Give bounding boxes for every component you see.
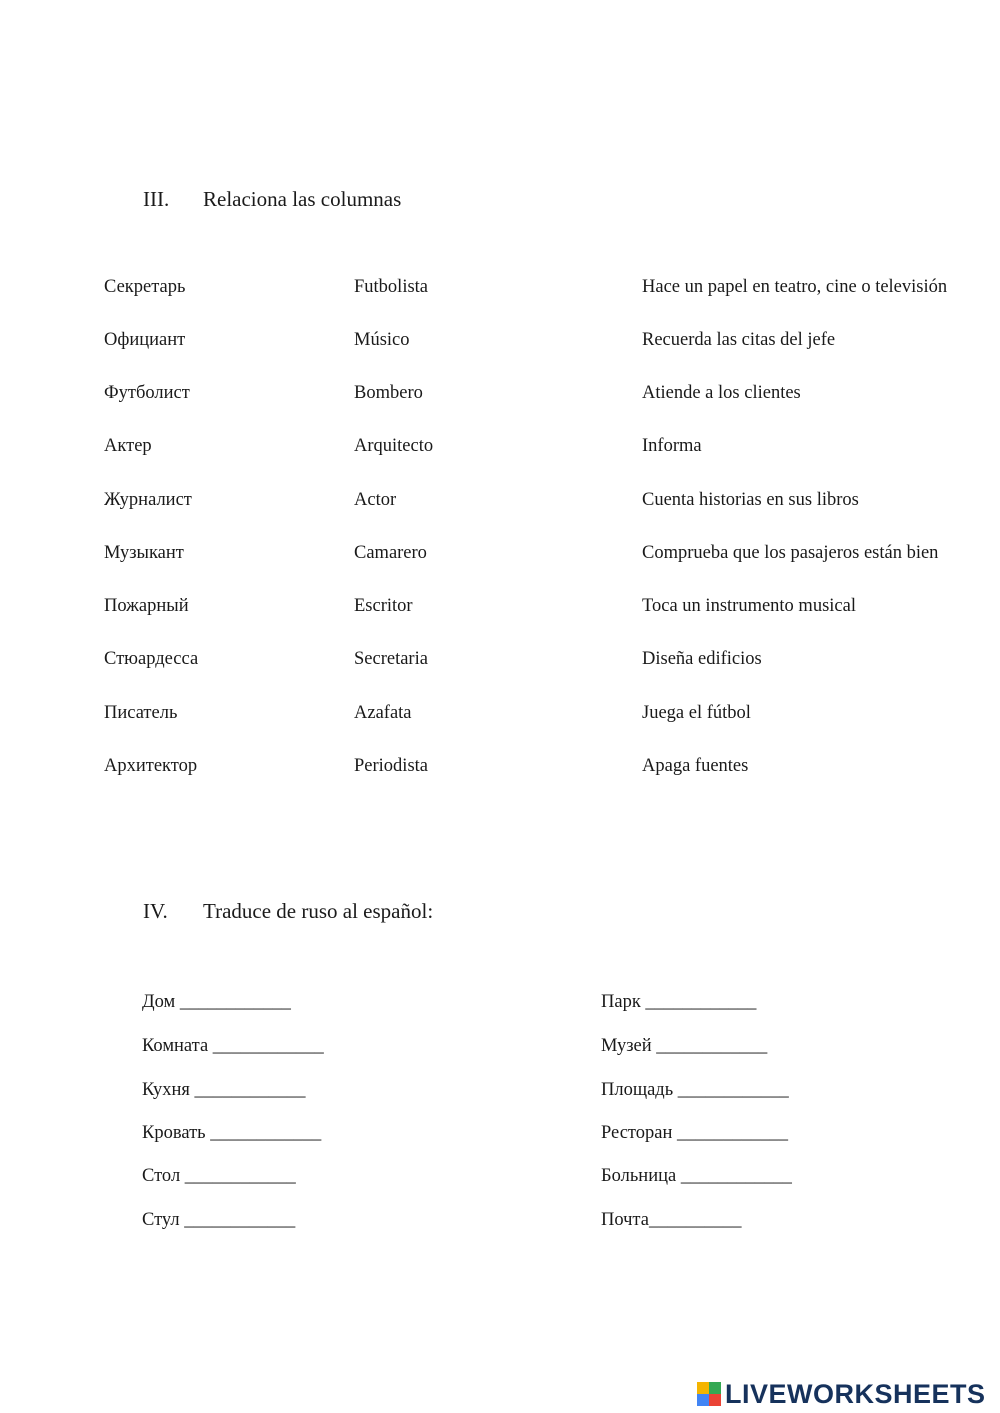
table-row bbox=[0, 436, 1000, 462]
definition: Recuerda las citas del jefe bbox=[642, 330, 836, 350]
section-4-title: Traduce de ruso al español: bbox=[203, 899, 434, 923]
section-3-title: Relaciona las columnas bbox=[203, 187, 402, 211]
russian-word: Секретарь bbox=[104, 277, 186, 297]
section-3-number: III. bbox=[143, 187, 170, 211]
liveworksheets-logo bbox=[697, 1378, 986, 1410]
table-row bbox=[0, 543, 1000, 569]
definition: Juega el fútbol bbox=[642, 703, 751, 723]
table-row bbox=[0, 649, 1000, 675]
spanish-word: Azafata bbox=[354, 703, 412, 723]
translation-item[interactable]: Кровать ____________ bbox=[142, 1123, 322, 1143]
definition: Apaga fuentes bbox=[642, 756, 749, 776]
russian-word: Архитектор bbox=[104, 756, 198, 776]
table-row bbox=[0, 596, 1000, 622]
russian-word: Актер bbox=[104, 436, 152, 456]
russian-word: Писатель bbox=[104, 703, 178, 723]
table-row bbox=[0, 490, 1000, 516]
definition: Diseña edificios bbox=[642, 649, 762, 669]
definition: Hace un papel en teatro, cine o televisión bbox=[642, 277, 948, 297]
russian-word: Журналист bbox=[104, 490, 192, 510]
spanish-word: Bombero bbox=[354, 383, 423, 403]
translation-item[interactable]: Стол ____________ bbox=[142, 1166, 296, 1186]
russian-word: Пожарный bbox=[104, 596, 189, 616]
table-row bbox=[0, 383, 1000, 409]
spanish-word: Periodista bbox=[354, 756, 428, 776]
definition: Comprueba que los pasajeros están bien bbox=[642, 543, 939, 563]
spanish-word: Secretaria bbox=[354, 649, 428, 669]
spanish-word: Músico bbox=[354, 330, 410, 350]
liveworksheets-logo-icon bbox=[697, 1382, 721, 1406]
table-row bbox=[0, 756, 1000, 782]
liveworksheets-brand: LIVEWORKSHEETS bbox=[725, 1378, 986, 1409]
translation-item[interactable]: Дом ____________ bbox=[142, 992, 291, 1012]
translation-item[interactable]: Почта__________ bbox=[601, 1210, 742, 1230]
spanish-word: Camarero bbox=[354, 543, 427, 563]
translation-item[interactable]: Больница ____________ bbox=[601, 1166, 792, 1186]
section-4-number: IV. bbox=[143, 899, 168, 923]
spanish-word: Arquitecto bbox=[354, 436, 434, 456]
translation-item[interactable]: Ресторан ____________ bbox=[601, 1123, 789, 1143]
russian-word: Официант bbox=[104, 330, 186, 350]
spanish-word: Escritor bbox=[354, 596, 413, 616]
definition: Cuenta historias en sus libros bbox=[642, 490, 859, 510]
russian-word: Музыкант bbox=[104, 543, 184, 563]
definition: Informa bbox=[642, 436, 702, 456]
translation-item[interactable]: Парк ____________ bbox=[601, 992, 757, 1012]
definition: Atiende a los clientes bbox=[642, 383, 801, 403]
table-row bbox=[0, 330, 1000, 356]
translation-item[interactable]: Музей ____________ bbox=[601, 1036, 768, 1056]
translation-item[interactable]: Площадь ____________ bbox=[601, 1080, 789, 1100]
table-row bbox=[0, 277, 1000, 303]
translation-item[interactable]: Комната ____________ bbox=[142, 1036, 324, 1056]
spanish-word: Futbolista bbox=[354, 277, 429, 297]
translation-item[interactable]: Стул ____________ bbox=[142, 1210, 296, 1230]
definition: Toca un instrumento musical bbox=[642, 596, 856, 616]
spanish-word: Actor bbox=[354, 490, 397, 510]
russian-word: Стюардесса bbox=[104, 649, 199, 669]
russian-word: Футболист bbox=[104, 383, 190, 403]
translation-item[interactable]: Кухня ____________ bbox=[142, 1080, 306, 1100]
table-row bbox=[0, 703, 1000, 729]
